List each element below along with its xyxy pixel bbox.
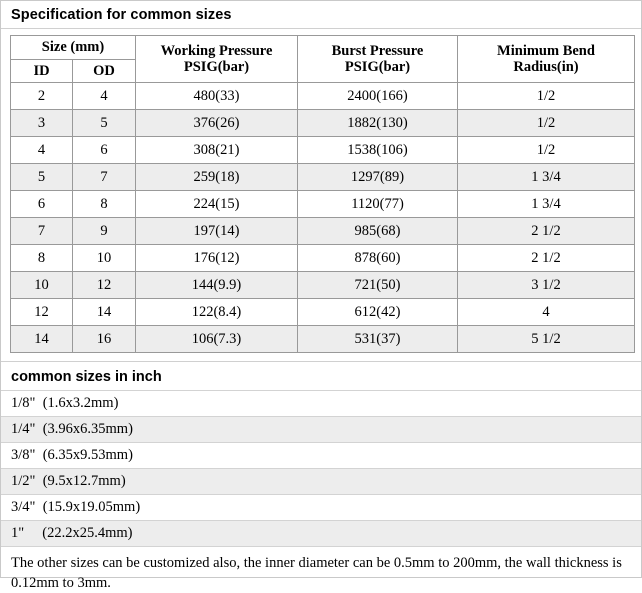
cell-min-bend-radius: 1/2 (458, 137, 635, 164)
cell-burst-pressure: 1297(89) (298, 164, 458, 191)
cell-od: 6 (73, 137, 136, 164)
list-item: 1" (22.2x25.4mm) (1, 521, 641, 547)
list-item: 3/8" (6.35x9.53mm) (1, 443, 641, 469)
table-row (11, 326, 635, 353)
header-burst-pressure-line1: Burst Pressure (331, 42, 424, 59)
cell-burst-pressure: 878(60) (298, 245, 458, 272)
header-size-mm: Size (mm) (11, 36, 136, 60)
table-row (11, 245, 635, 272)
header-minimum-bend-line2: Radius(in) (513, 59, 579, 76)
cell-od: 10 (73, 245, 136, 272)
cell-od: 12 (73, 272, 136, 299)
table-row (11, 83, 635, 110)
cell-burst-pressure: 531(37) (298, 326, 458, 353)
table-row (11, 299, 635, 326)
list-item: 1/8" (1.6x3.2mm) (1, 391, 641, 417)
header-working-pressure-line2: PSIG(bar) (183, 59, 250, 76)
cell-burst-pressure: 2400(166) (298, 83, 458, 110)
header-minimum-bend-line1: Minimum Bend (497, 42, 595, 59)
cell-od: 7 (73, 164, 136, 191)
cell-working-pressure: 144(9.9) (136, 272, 298, 299)
table-body (11, 83, 635, 353)
cell-id: 6 (11, 191, 73, 218)
cell-min-bend-radius: 5 1/2 (458, 326, 635, 353)
table-row (11, 164, 635, 191)
common-sizes-list (1, 390, 641, 547)
cell-min-bend-radius: 2 1/2 (458, 245, 635, 272)
cell-burst-pressure: 612(42) (298, 299, 458, 326)
header-working-pressure-line1: Working Pressure (160, 42, 273, 59)
header-od: OD (73, 59, 136, 83)
header-working-pressure (136, 36, 298, 83)
header-id: ID (11, 59, 73, 83)
cell-burst-pressure: 1538(106) (298, 137, 458, 164)
cell-burst-pressure: 721(50) (298, 272, 458, 299)
common-sizes-heading: common sizes in inch (1, 361, 641, 390)
cell-burst-pressure: 985(68) (298, 218, 458, 245)
table-row (11, 218, 635, 245)
cell-working-pressure: 259(18) (136, 164, 298, 191)
header-burst-pressure-line2: PSIG(bar) (344, 59, 411, 76)
list-item: 1/4" (3.96x6.35mm) (1, 417, 641, 443)
cell-od: 14 (73, 299, 136, 326)
cell-id: 5 (11, 164, 73, 191)
cell-id: 3 (11, 110, 73, 137)
table-row (11, 110, 635, 137)
footnote-text: The other sizes can be customized also, the inner diameter can be 0.5mm to 200mm, the wall thickness is 0.12mm to 3mm. (11, 555, 622, 591)
cell-working-pressure: 308(21) (136, 137, 298, 164)
cell-min-bend-radius: 1/2 (458, 110, 635, 137)
list-item: 3/4" (15.9x19.05mm) (1, 495, 641, 521)
specification-table (10, 35, 635, 353)
cell-working-pressure: 176(12) (136, 245, 298, 272)
cell-working-pressure: 376(26) (136, 110, 298, 137)
cell-id: 10 (11, 272, 73, 299)
cell-min-bend-radius: 4 (458, 299, 635, 326)
cell-id: 14 (11, 326, 73, 353)
table-row (11, 137, 635, 164)
cell-od: 9 (73, 218, 136, 245)
cell-id: 7 (11, 218, 73, 245)
cell-id: 4 (11, 137, 73, 164)
header-minimum-bend-radius (458, 36, 635, 83)
table-row (11, 272, 635, 299)
cell-working-pressure: 197(14) (136, 218, 298, 245)
table-row (11, 191, 635, 218)
cell-od: 4 (73, 83, 136, 110)
cell-id: 8 (11, 245, 73, 272)
cell-min-bend-radius: 2 1/2 (458, 218, 635, 245)
cell-working-pressure: 122(8.4) (136, 299, 298, 326)
cell-min-bend-radius: 1 3/4 (458, 191, 635, 218)
cell-working-pressure: 480(33) (136, 83, 298, 110)
cell-working-pressure: 106(7.3) (136, 326, 298, 353)
cell-min-bend-radius: 3 1/2 (458, 272, 635, 299)
cell-id: 2 (11, 83, 73, 110)
cell-od: 5 (73, 110, 136, 137)
cell-od: 8 (73, 191, 136, 218)
cell-od: 16 (73, 326, 136, 353)
page-title: Specification for common sizes (1, 1, 641, 29)
cell-min-bend-radius: 1/2 (458, 83, 635, 110)
cell-burst-pressure: 1120(77) (298, 191, 458, 218)
cell-working-pressure: 224(15) (136, 191, 298, 218)
cell-burst-pressure: 1882(130) (298, 110, 458, 137)
cell-id: 12 (11, 299, 73, 326)
cell-min-bend-radius: 1 3/4 (458, 164, 635, 191)
header-burst-pressure (298, 36, 458, 83)
list-item: 1/2" (9.5x12.7mm) (1, 469, 641, 495)
table-header-row-group (11, 36, 635, 60)
